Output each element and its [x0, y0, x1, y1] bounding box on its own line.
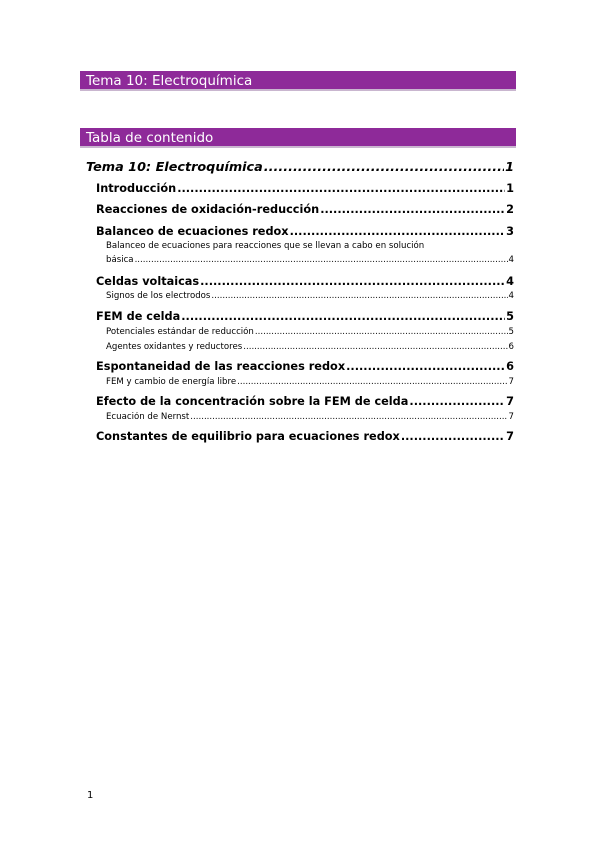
toc-entry-page: 7	[506, 395, 514, 408]
toc-entry-celdas-voltaicas[interactable]	[96, 275, 514, 288]
toc-entry-label: Balanceo de ecuaciones para reacciones que se llevan a cabo en solución	[106, 241, 425, 251]
toc-entry-page: 3	[506, 225, 514, 238]
toc-entry-label: Constantes de equilibrio para ecuaciones redox	[96, 430, 400, 443]
toc-entry-page: 5	[506, 310, 514, 323]
toc-entry-fem-de-celda[interactable]	[96, 310, 514, 323]
toc-entry-page: 4	[508, 255, 514, 265]
toc-entry-signos-electrodos[interactable]	[106, 291, 514, 301]
toc-entry-reacciones-oxidacion-reduccion[interactable]	[96, 203, 514, 216]
toc-entry-label: Ecuación de Nernst	[106, 412, 190, 422]
toc-entry-label: Signos de los electrodos	[106, 291, 211, 301]
toc-entry-page: 6	[506, 360, 514, 373]
toc-entry-page: 7	[506, 430, 514, 443]
toc-entry-ecuacion-nernst[interactable]	[106, 412, 514, 422]
toc-leader-dots	[200, 275, 505, 288]
toc-leader-dots	[409, 395, 505, 408]
page-number: 1	[87, 790, 94, 801]
toc-entry-label: Introducción	[96, 182, 177, 195]
toc-entry-label: Balanceo de ecuaciones redox	[96, 225, 289, 238]
toc-entry-introduccion[interactable]	[96, 182, 514, 195]
toc-leader-dots	[243, 342, 507, 352]
toc-entry-page: 4	[506, 275, 514, 288]
toc-leader-dots	[211, 291, 507, 301]
toc-entry-label: Espontaneidad de las reacciones redox	[96, 360, 346, 373]
toc-entry-label: FEM de celda	[96, 310, 181, 323]
toc-leader-dots	[181, 310, 505, 323]
toc-entry-efecto-concentracion[interactable]	[96, 395, 514, 408]
toc-entry-page: 1	[506, 182, 514, 195]
toc-entry-constantes-equilibrio[interactable]	[96, 430, 514, 443]
toc-entry-page: 7	[508, 377, 514, 387]
toc-leader-dots	[346, 360, 505, 373]
toc-leader-dots	[190, 412, 507, 422]
toc-entry-balanceo-solucion-basica-line1[interactable]	[106, 241, 506, 251]
toc-entry-label: Agentes oxidantes y reductores	[106, 342, 243, 352]
toc-entry-label: Celdas voltaicas	[96, 275, 200, 288]
toc-entry-label-cont: básica	[106, 255, 134, 265]
toc-entry-page: 6	[508, 342, 514, 352]
toc-entry-page: 5	[508, 327, 514, 337]
toc-leader-dots	[320, 203, 505, 216]
toc-entry-page: 4	[508, 291, 514, 301]
toc-entry-balanceo-ecuaciones-redox[interactable]	[96, 225, 514, 238]
toc-entry-page: 7	[508, 412, 514, 422]
toc-leader-dots	[264, 160, 504, 175]
toc-heading	[80, 128, 516, 148]
toc-leader-dots	[237, 377, 507, 387]
toc-entry-label: Efecto de la concentración sobre la FEM de celda	[96, 395, 409, 408]
toc-leader-dots	[135, 255, 508, 265]
toc-entry-page: 2	[506, 203, 514, 216]
toc-entry-agentes-oxidantes[interactable]	[106, 342, 514, 352]
toc-entry-espontaneidad[interactable]	[96, 360, 514, 373]
toc-entry-label: Tema 10: Electroquímica	[86, 160, 263, 175]
toc-entry-label: FEM y cambio de energía libre	[106, 377, 237, 387]
chapter-heading	[80, 71, 516, 91]
toc-entry-page: 1	[505, 160, 514, 175]
toc-entry-balanceo-solucion-basica[interactable]	[106, 255, 514, 265]
toc-entry-potenciales-estandar[interactable]	[106, 327, 514, 337]
toc-leader-dots	[255, 327, 508, 337]
toc-entry-tema-10[interactable]	[86, 160, 514, 175]
chapter-heading-text: Tema 10: Electroquímica	[86, 73, 253, 89]
toc-leader-dots	[290, 225, 506, 238]
toc-heading-text: Tabla de contenido	[86, 130, 214, 146]
toc-entry-label: Reacciones de oxidación-reducción	[96, 203, 320, 216]
toc-entry-fem-energia-libre[interactable]	[106, 377, 514, 387]
toc-leader-dots	[401, 430, 505, 443]
toc-entry-label: Potenciales estándar de reducción	[106, 327, 254, 337]
toc-leader-dots	[177, 182, 505, 195]
